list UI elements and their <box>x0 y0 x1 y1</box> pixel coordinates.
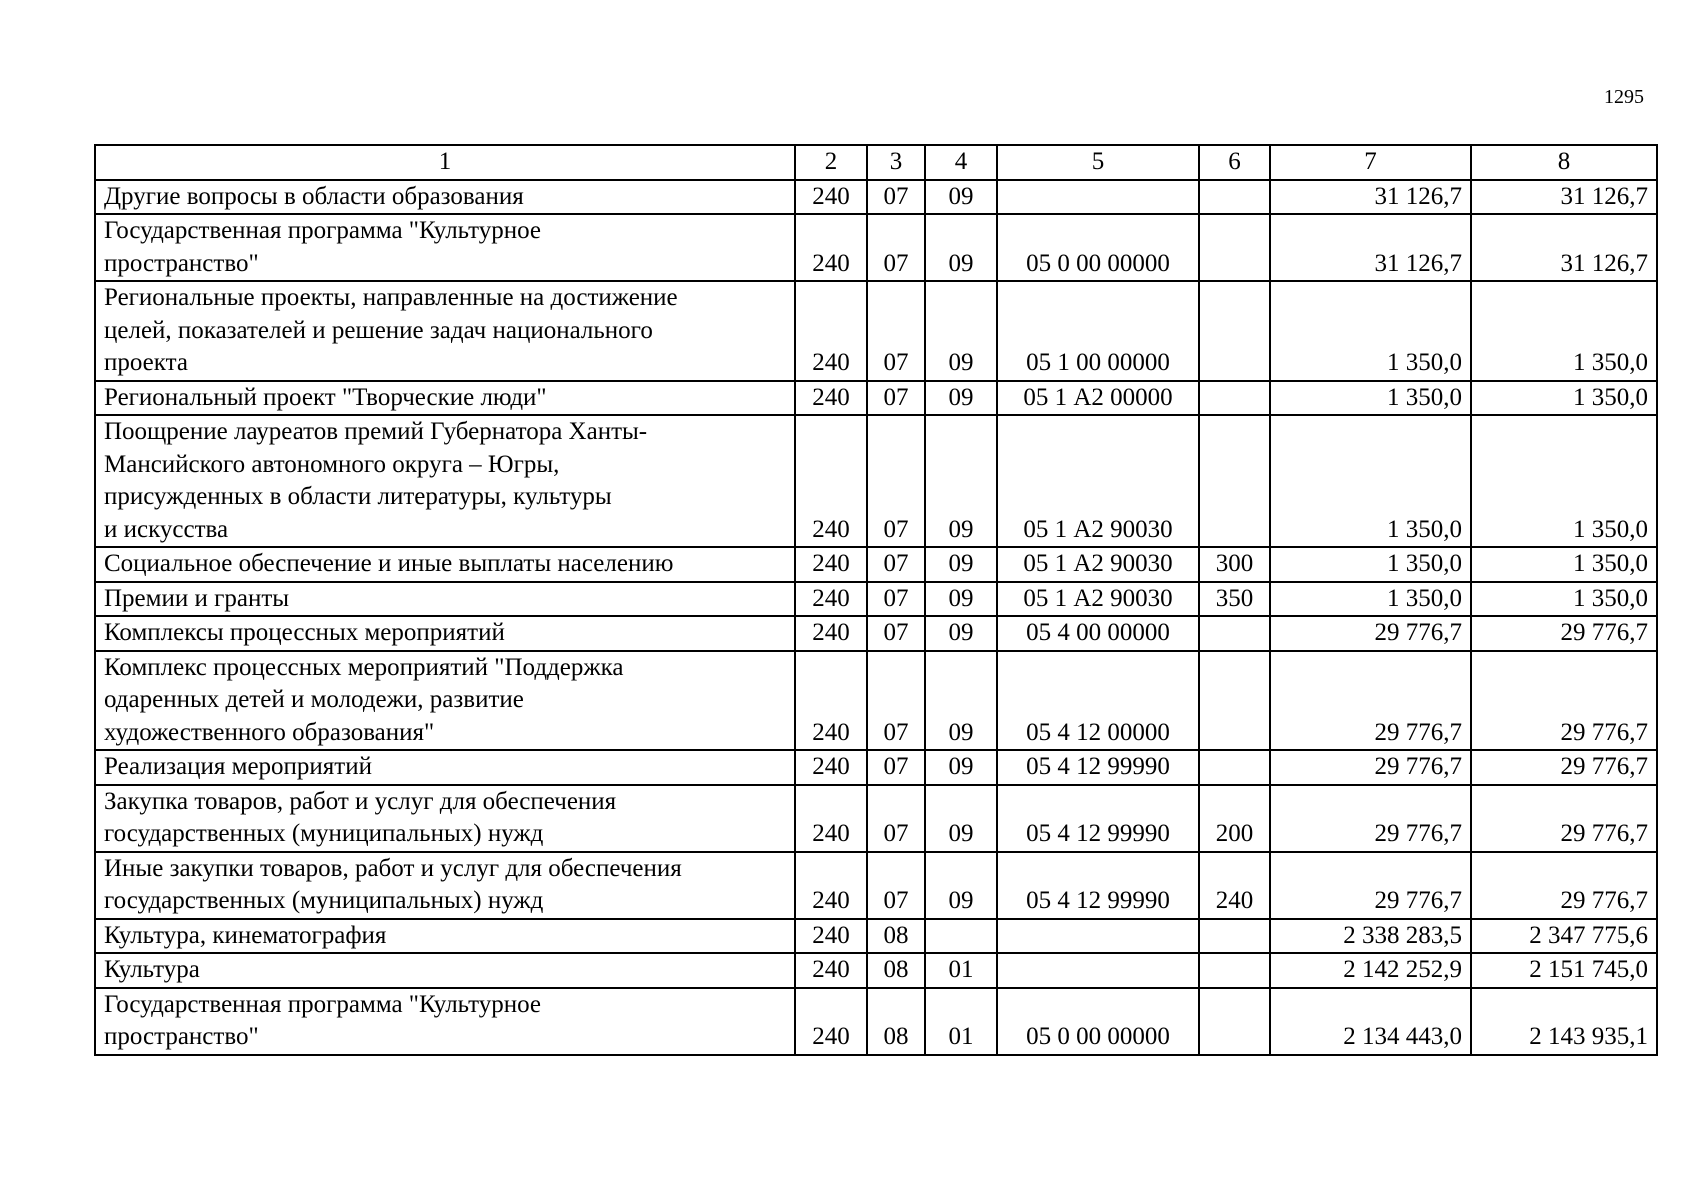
amount-year2-cell: 1 350,0 <box>1471 381 1657 416</box>
item-name-cell: Региональные проекты, направленные на достижение целей, показателей и решение задач национального проекта <box>95 281 795 381</box>
table-row <box>95 381 1657 416</box>
amount-year1-cell: 1 350,0 <box>1270 582 1471 617</box>
section-code-cell: 07 <box>867 651 925 751</box>
budget-table <box>94 144 1658 1056</box>
column-header: 8 <box>1471 145 1657 180</box>
amount-year2-cell: 29 776,7 <box>1471 785 1657 852</box>
section-code-cell: 07 <box>867 281 925 381</box>
table-header <box>95 145 1657 180</box>
ministry-code-cell: 240 <box>795 214 867 281</box>
expense-type-cell <box>1199 919 1270 954</box>
item-name-cell: Социальное обеспечение и иные выплаты населению <box>95 547 795 582</box>
amount-year1-cell: 29 776,7 <box>1270 785 1471 852</box>
amount-year2-cell: 1 350,0 <box>1471 582 1657 617</box>
subsection-code-cell: 09 <box>925 852 997 919</box>
item-name-cell: Культура, кинематография <box>95 919 795 954</box>
amount-year1-cell: 2 134 443,0 <box>1270 988 1471 1055</box>
amount-year1-cell: 29 776,7 <box>1270 616 1471 651</box>
expense-type-cell <box>1199 750 1270 785</box>
expense-type-cell <box>1199 180 1270 215</box>
amount-year2-cell: 29 776,7 <box>1471 852 1657 919</box>
expense-type-cell: 300 <box>1199 547 1270 582</box>
item-name-cell: Иные закупки товаров, работ и услуг для обеспечения государственных (муниципальных) нужд <box>95 852 795 919</box>
subsection-code-cell: 09 <box>925 785 997 852</box>
column-header: 7 <box>1270 145 1471 180</box>
column-header: 1 <box>95 145 795 180</box>
target-article-cell <box>997 919 1199 954</box>
table-row <box>95 953 1657 988</box>
table-row <box>95 616 1657 651</box>
ministry-code-cell: 240 <box>795 582 867 617</box>
target-article-cell: 05 1 00 00000 <box>997 281 1199 381</box>
table-row <box>95 281 1657 381</box>
amount-year1-cell: 29 776,7 <box>1270 750 1471 785</box>
target-article-cell: 05 1 А2 90030 <box>997 415 1199 547</box>
expense-type-cell <box>1199 381 1270 416</box>
table-row <box>95 852 1657 919</box>
item-name-cell: Закупка товаров, работ и услуг для обеспечения государственных (муниципальных) нужд <box>95 785 795 852</box>
section-code-cell: 08 <box>867 953 925 988</box>
expense-type-cell <box>1199 214 1270 281</box>
amount-year1-cell: 1 350,0 <box>1270 547 1471 582</box>
amount-year1-cell: 1 350,0 <box>1270 381 1471 416</box>
section-code-cell: 07 <box>867 582 925 617</box>
ministry-code-cell: 240 <box>795 852 867 919</box>
expense-type-cell <box>1199 415 1270 547</box>
target-article-cell <box>997 953 1199 988</box>
item-name-cell: Комплексы процессных мероприятий <box>95 616 795 651</box>
target-article-cell: 05 4 12 99990 <box>997 750 1199 785</box>
amount-year1-cell: 29 776,7 <box>1270 852 1471 919</box>
target-article-cell: 05 1 А2 90030 <box>997 582 1199 617</box>
target-article-cell: 05 1 А2 00000 <box>997 381 1199 416</box>
table-row <box>95 919 1657 954</box>
expense-type-cell <box>1199 651 1270 751</box>
column-header: 5 <box>997 145 1199 180</box>
subsection-code-cell: 09 <box>925 651 997 751</box>
table-row <box>95 988 1657 1055</box>
expense-type-cell <box>1199 616 1270 651</box>
expense-type-cell <box>1199 281 1270 381</box>
item-name-cell: Другие вопросы в области образования <box>95 180 795 215</box>
subsection-code-cell <box>925 919 997 954</box>
ministry-code-cell: 240 <box>795 953 867 988</box>
amount-year1-cell: 2 338 283,5 <box>1270 919 1471 954</box>
target-article-cell: 05 4 12 99990 <box>997 852 1199 919</box>
item-name-cell: Культура <box>95 953 795 988</box>
item-name-cell: Поощрение лауреатов премий Губернатора Ханты- Мансийского автономного округа – Югры, присужденных в области литературы, культуры и искусства <box>95 415 795 547</box>
target-article-cell <box>997 180 1199 215</box>
subsection-code-cell: 09 <box>925 750 997 785</box>
section-code-cell: 07 <box>867 852 925 919</box>
subsection-code-cell: 09 <box>925 281 997 381</box>
amount-year2-cell: 31 126,7 <box>1471 214 1657 281</box>
ministry-code-cell: 240 <box>795 651 867 751</box>
amount-year2-cell: 29 776,7 <box>1471 616 1657 651</box>
amount-year1-cell: 2 142 252,9 <box>1270 953 1471 988</box>
amount-year2-cell: 2 143 935,1 <box>1471 988 1657 1055</box>
amount-year1-cell: 1 350,0 <box>1270 415 1471 547</box>
column-header: 6 <box>1199 145 1270 180</box>
subsection-code-cell: 09 <box>925 582 997 617</box>
subsection-code-cell: 09 <box>925 214 997 281</box>
amount-year1-cell: 31 126,7 <box>1270 214 1471 281</box>
subsection-code-cell: 09 <box>925 616 997 651</box>
target-article-cell: 05 4 12 99990 <box>997 785 1199 852</box>
amount-year2-cell: 2 151 745,0 <box>1471 953 1657 988</box>
section-code-cell: 07 <box>867 547 925 582</box>
item-name-cell: Государственная программа "Культурное пространство" <box>95 214 795 281</box>
table-row <box>95 415 1657 547</box>
amount-year2-cell: 1 350,0 <box>1471 281 1657 381</box>
target-article-cell: 05 4 00 00000 <box>997 616 1199 651</box>
ministry-code-cell: 240 <box>795 381 867 416</box>
expense-type-cell: 240 <box>1199 852 1270 919</box>
column-header: 4 <box>925 145 997 180</box>
ministry-code-cell: 240 <box>795 750 867 785</box>
expense-type-cell <box>1199 988 1270 1055</box>
target-article-cell: 05 0 00 00000 <box>997 214 1199 281</box>
amount-year2-cell: 1 350,0 <box>1471 415 1657 547</box>
ministry-code-cell: 240 <box>795 616 867 651</box>
table-row <box>95 785 1657 852</box>
section-code-cell: 08 <box>867 919 925 954</box>
item-name-cell: Премии и гранты <box>95 582 795 617</box>
amount-year2-cell: 31 126,7 <box>1471 180 1657 215</box>
section-code-cell: 07 <box>867 214 925 281</box>
amount-year1-cell: 29 776,7 <box>1270 651 1471 751</box>
section-code-cell: 07 <box>867 785 925 852</box>
table-row <box>95 547 1657 582</box>
amount-year2-cell: 29 776,7 <box>1471 651 1657 751</box>
item-name-cell: Региональный проект "Творческие люди" <box>95 381 795 416</box>
target-article-cell: 05 4 12 00000 <box>997 651 1199 751</box>
item-name-cell: Реализация мероприятий <box>95 750 795 785</box>
table-row <box>95 582 1657 617</box>
subsection-code-cell: 01 <box>925 953 997 988</box>
column-header: 2 <box>795 145 867 180</box>
amount-year2-cell: 29 776,7 <box>1471 750 1657 785</box>
table-row <box>95 214 1657 281</box>
item-name-cell: Государственная программа "Культурное пространство" <box>95 988 795 1055</box>
ministry-code-cell: 240 <box>795 988 867 1055</box>
amount-year2-cell: 1 350,0 <box>1471 547 1657 582</box>
subsection-code-cell: 09 <box>925 415 997 547</box>
section-code-cell: 07 <box>867 750 925 785</box>
ministry-code-cell: 240 <box>795 281 867 381</box>
header-row <box>95 145 1657 180</box>
subsection-code-cell: 01 <box>925 988 997 1055</box>
subsection-code-cell: 09 <box>925 381 997 416</box>
target-article-cell: 05 0 00 00000 <box>997 988 1199 1055</box>
ministry-code-cell: 240 <box>795 180 867 215</box>
expense-type-cell: 200 <box>1199 785 1270 852</box>
ministry-code-cell: 240 <box>795 415 867 547</box>
ministry-code-cell: 240 <box>795 547 867 582</box>
section-code-cell: 07 <box>867 381 925 416</box>
amount-year2-cell: 2 347 775,6 <box>1471 919 1657 954</box>
item-name-cell: Комплекс процессных мероприятий "Поддержка одаренных детей и молодежи, развитие художественного образования" <box>95 651 795 751</box>
ministry-code-cell: 240 <box>795 919 867 954</box>
amount-year1-cell: 1 350,0 <box>1270 281 1471 381</box>
section-code-cell: 07 <box>867 180 925 215</box>
section-code-cell: 07 <box>867 616 925 651</box>
section-code-cell: 07 <box>867 415 925 547</box>
table-row <box>95 180 1657 215</box>
table-body <box>95 180 1657 1055</box>
expense-type-cell <box>1199 953 1270 988</box>
table-row <box>95 750 1657 785</box>
section-code-cell: 08 <box>867 988 925 1055</box>
table-row <box>95 651 1657 751</box>
expense-type-cell: 350 <box>1199 582 1270 617</box>
ministry-code-cell: 240 <box>795 785 867 852</box>
subsection-code-cell: 09 <box>925 547 997 582</box>
page-number: 1295 <box>1604 86 1644 108</box>
subsection-code-cell: 09 <box>925 180 997 215</box>
amount-year1-cell: 31 126,7 <box>1270 180 1471 215</box>
column-header: 3 <box>867 145 925 180</box>
target-article-cell: 05 1 А2 90030 <box>997 547 1199 582</box>
